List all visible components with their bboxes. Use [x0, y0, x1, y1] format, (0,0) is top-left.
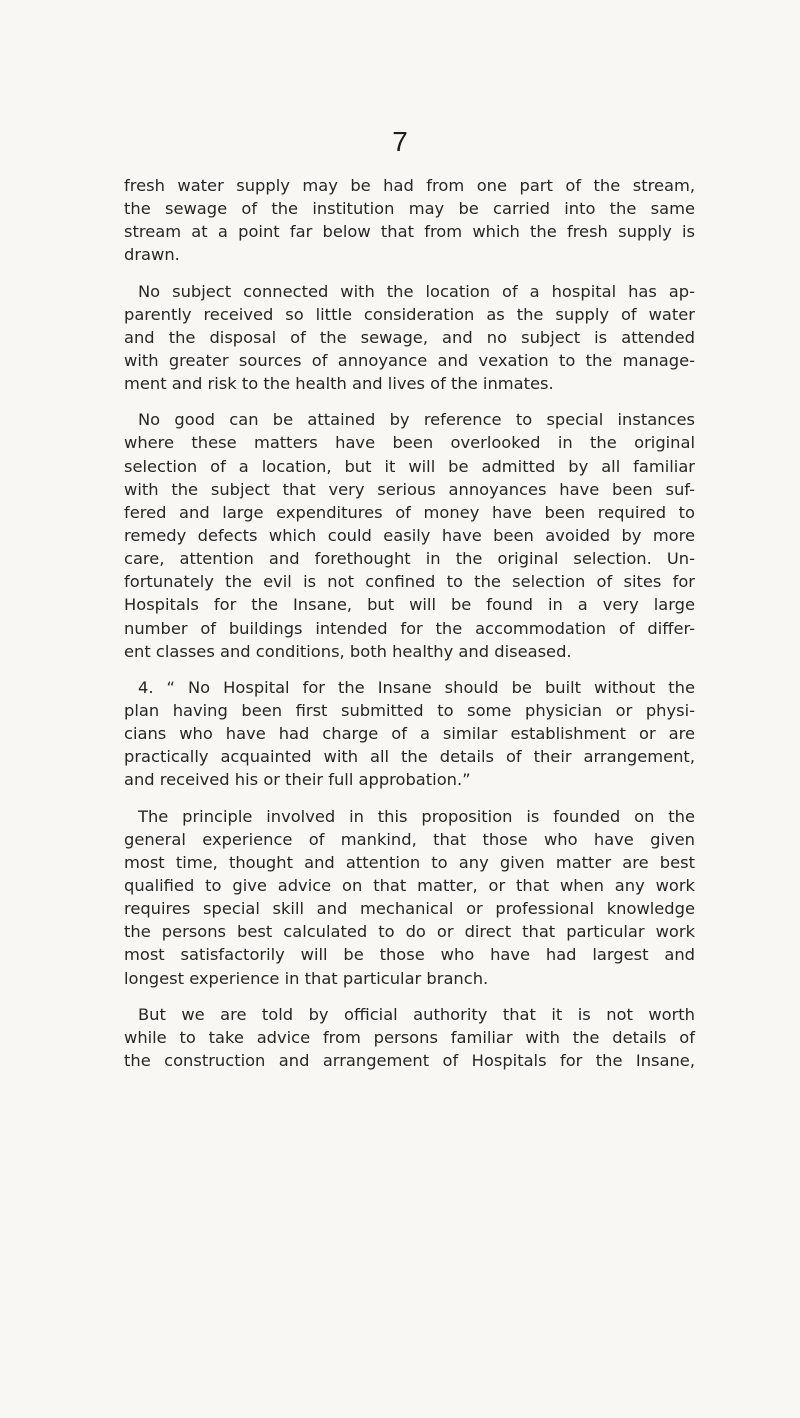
text-line: fortunately the evil is not confined to the selection of sites for [124, 572, 695, 592]
text-line: while to take advice from persons familiar with the details of [124, 1027, 695, 1047]
text-line: drawn. [124, 245, 180, 265]
text-line: fresh water supply may be had from one part of the stream, [124, 176, 695, 195]
text-line: and received his or their full approbation.” [124, 770, 471, 790]
text-line: practically acquainted with all the details of their arrangement, [124, 747, 695, 767]
text-line: stream at a point far below that from which the fresh supply is [124, 222, 695, 242]
text-line: the sewage of the institution may be carried into the same [124, 199, 695, 219]
text-line: most time, thought and attention to any given matter are best [124, 852, 695, 872]
text-line: Hospitals for the Insane, but will be found in a very large [124, 595, 695, 615]
paragraph [124, 1003, 695, 1072]
paragraph [124, 174, 695, 267]
text-line: care, attention and forethought in the original selection. Un- [124, 549, 695, 569]
text-line: number of buildings intended for the accommodation of differ- [124, 618, 695, 638]
paragraph [124, 280, 695, 396]
paragraph [124, 408, 695, 663]
text-line: fered and large expenditures of money have been required to [124, 502, 695, 522]
text-line: But we are told by official authority that it is not worth [138, 1004, 695, 1024]
text-line: general experience of mankind, that those who have given [124, 829, 695, 849]
text-line: qualified to give advice on that matter, or that when any work [124, 875, 695, 895]
page-number: 7 [392, 126, 408, 157]
text-line: cians who have had charge of a similar establishment or are [124, 724, 695, 744]
text-line: requires special skill and mechanical or professional knowledge [124, 899, 695, 919]
text-line: parently received so little consideration as the supply of water [124, 304, 695, 324]
text-line: The principle involved in this proposition is founded on the [138, 806, 695, 826]
text-line: No good can be attained by reference to special instances [138, 410, 695, 430]
text-line: the persons best calculated to do or direct that particular work [124, 922, 695, 942]
body-text [124, 174, 695, 1072]
text-line: and the disposal of the sewage, and no subject is attended [124, 327, 695, 347]
text-line: most satisfactorily will be those who have had largest and [124, 945, 695, 965]
text-line: plan having been first submitted to some physician or physi- [124, 700, 695, 720]
text-line: selection of a location, but it will be admitted by all familiar [124, 456, 695, 476]
text-line: the construction and arrangement of Hospitals for the Insane, [124, 1050, 695, 1070]
text-line: with greater sources of annoyance and vexation to the manage- [124, 350, 695, 370]
text-line: No subject connected with the location of a hospital has ap- [138, 281, 695, 301]
text-line: with the subject that very serious annoyances have been suf- [124, 479, 695, 499]
text-line: ment and risk to the health and lives of the inmates. [124, 374, 554, 394]
paragraph [124, 676, 695, 792]
text-line: longest experience in that particular branch. [124, 968, 489, 988]
text-line: where these matters have been overlooked in the original [124, 433, 695, 453]
paragraph [124, 805, 695, 990]
text-line: remedy defects which could easily have been avoided by more [124, 525, 695, 545]
text-line: ent classes and conditions, both healthy and diseased. [124, 641, 572, 661]
text-line: 4. “ No Hospital for the Insane should be built without the [138, 677, 695, 697]
